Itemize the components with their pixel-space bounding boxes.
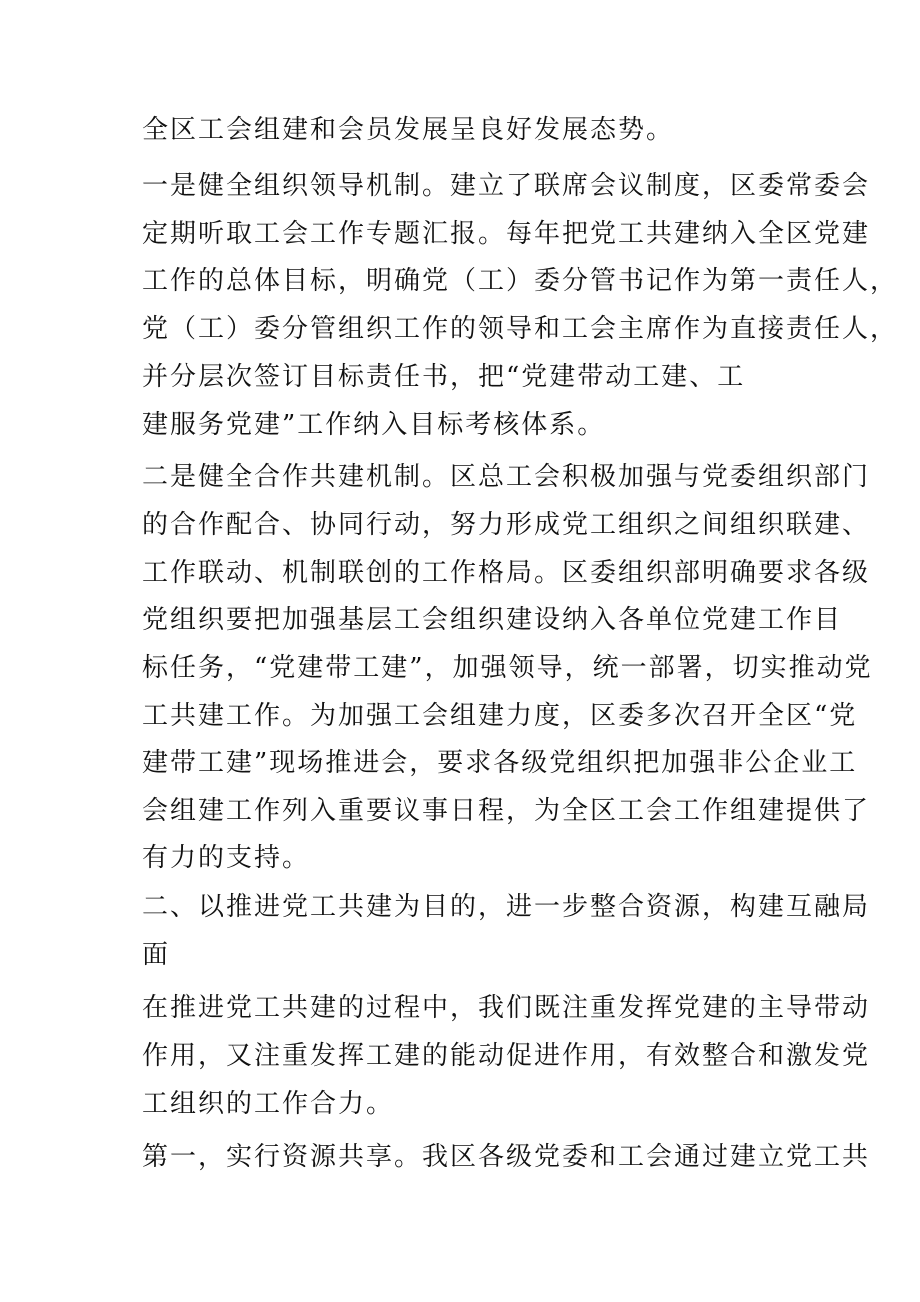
- text-line: 工组织的工作合力。: [142, 1089, 395, 1119]
- text-line: 有力的支持。: [142, 843, 311, 873]
- text-line: 党（工）委分管组织工作的领导和工会主席作为直接责任人，: [142, 314, 899, 344]
- text-line: 党组织要把加强基层工会组织建设纳入各单位党建工作目: [142, 605, 843, 635]
- text-line: 工作联动、机制联创的工作格局。区委组织部明确要求各级: [142, 558, 871, 588]
- text-line: 面: [142, 940, 171, 970]
- text-line: 定期听取工会工作专题汇报。每年把党工共建纳入全区党建: [142, 219, 871, 249]
- text-line: 二是健全合作共建机制。区总工会积极加强与党委组织部门: [142, 462, 871, 492]
- text-line: 在推进党工共建的过程中，我们既注重发挥党建的主导带动: [142, 993, 871, 1023]
- text-line: 作用，又注重发挥工建的能动促进作用，有效整合和激发党: [142, 1041, 871, 1071]
- text-line: 工作的总体目标，明确党（工）委分管书记作为第一责任人，: [142, 266, 899, 296]
- text-line: 建服务党建”工作纳入目标考核体系。: [142, 410, 606, 440]
- text-line: 第一，实行资源共享。我区各级党委和工会通过建立党工共: [142, 1142, 871, 1172]
- text-line: 工共建工作。为加强工会组建力度，区委多次召开全区“党: [142, 701, 858, 731]
- text-line: 一是健全组织领导机制。建立了联席会议制度，区委常委会: [142, 171, 871, 201]
- text-line: 二、以推进党工共建为目的，进一步整合资源，构建互融局: [142, 892, 871, 922]
- text-line: 会组建工作列入重要议事日程，为全区工会工作组建提供了: [142, 796, 871, 826]
- text-line: 全区工会组建和会员发展呈良好发展态势。: [142, 115, 675, 145]
- text-line: 标任务，“党建带工建”，加强领导，统一部署，切实推动党: [142, 653, 873, 683]
- text-line: 的合作配合、协同行动，努力形成党工组织之间组织联建、: [142, 510, 871, 540]
- text-line: 建带工建”现场推进会，要求各级党组织把加强非公企业工: [142, 748, 858, 778]
- text-line: 并分层次签订目标责任书，把“党建带动工建、工: [142, 362, 746, 392]
